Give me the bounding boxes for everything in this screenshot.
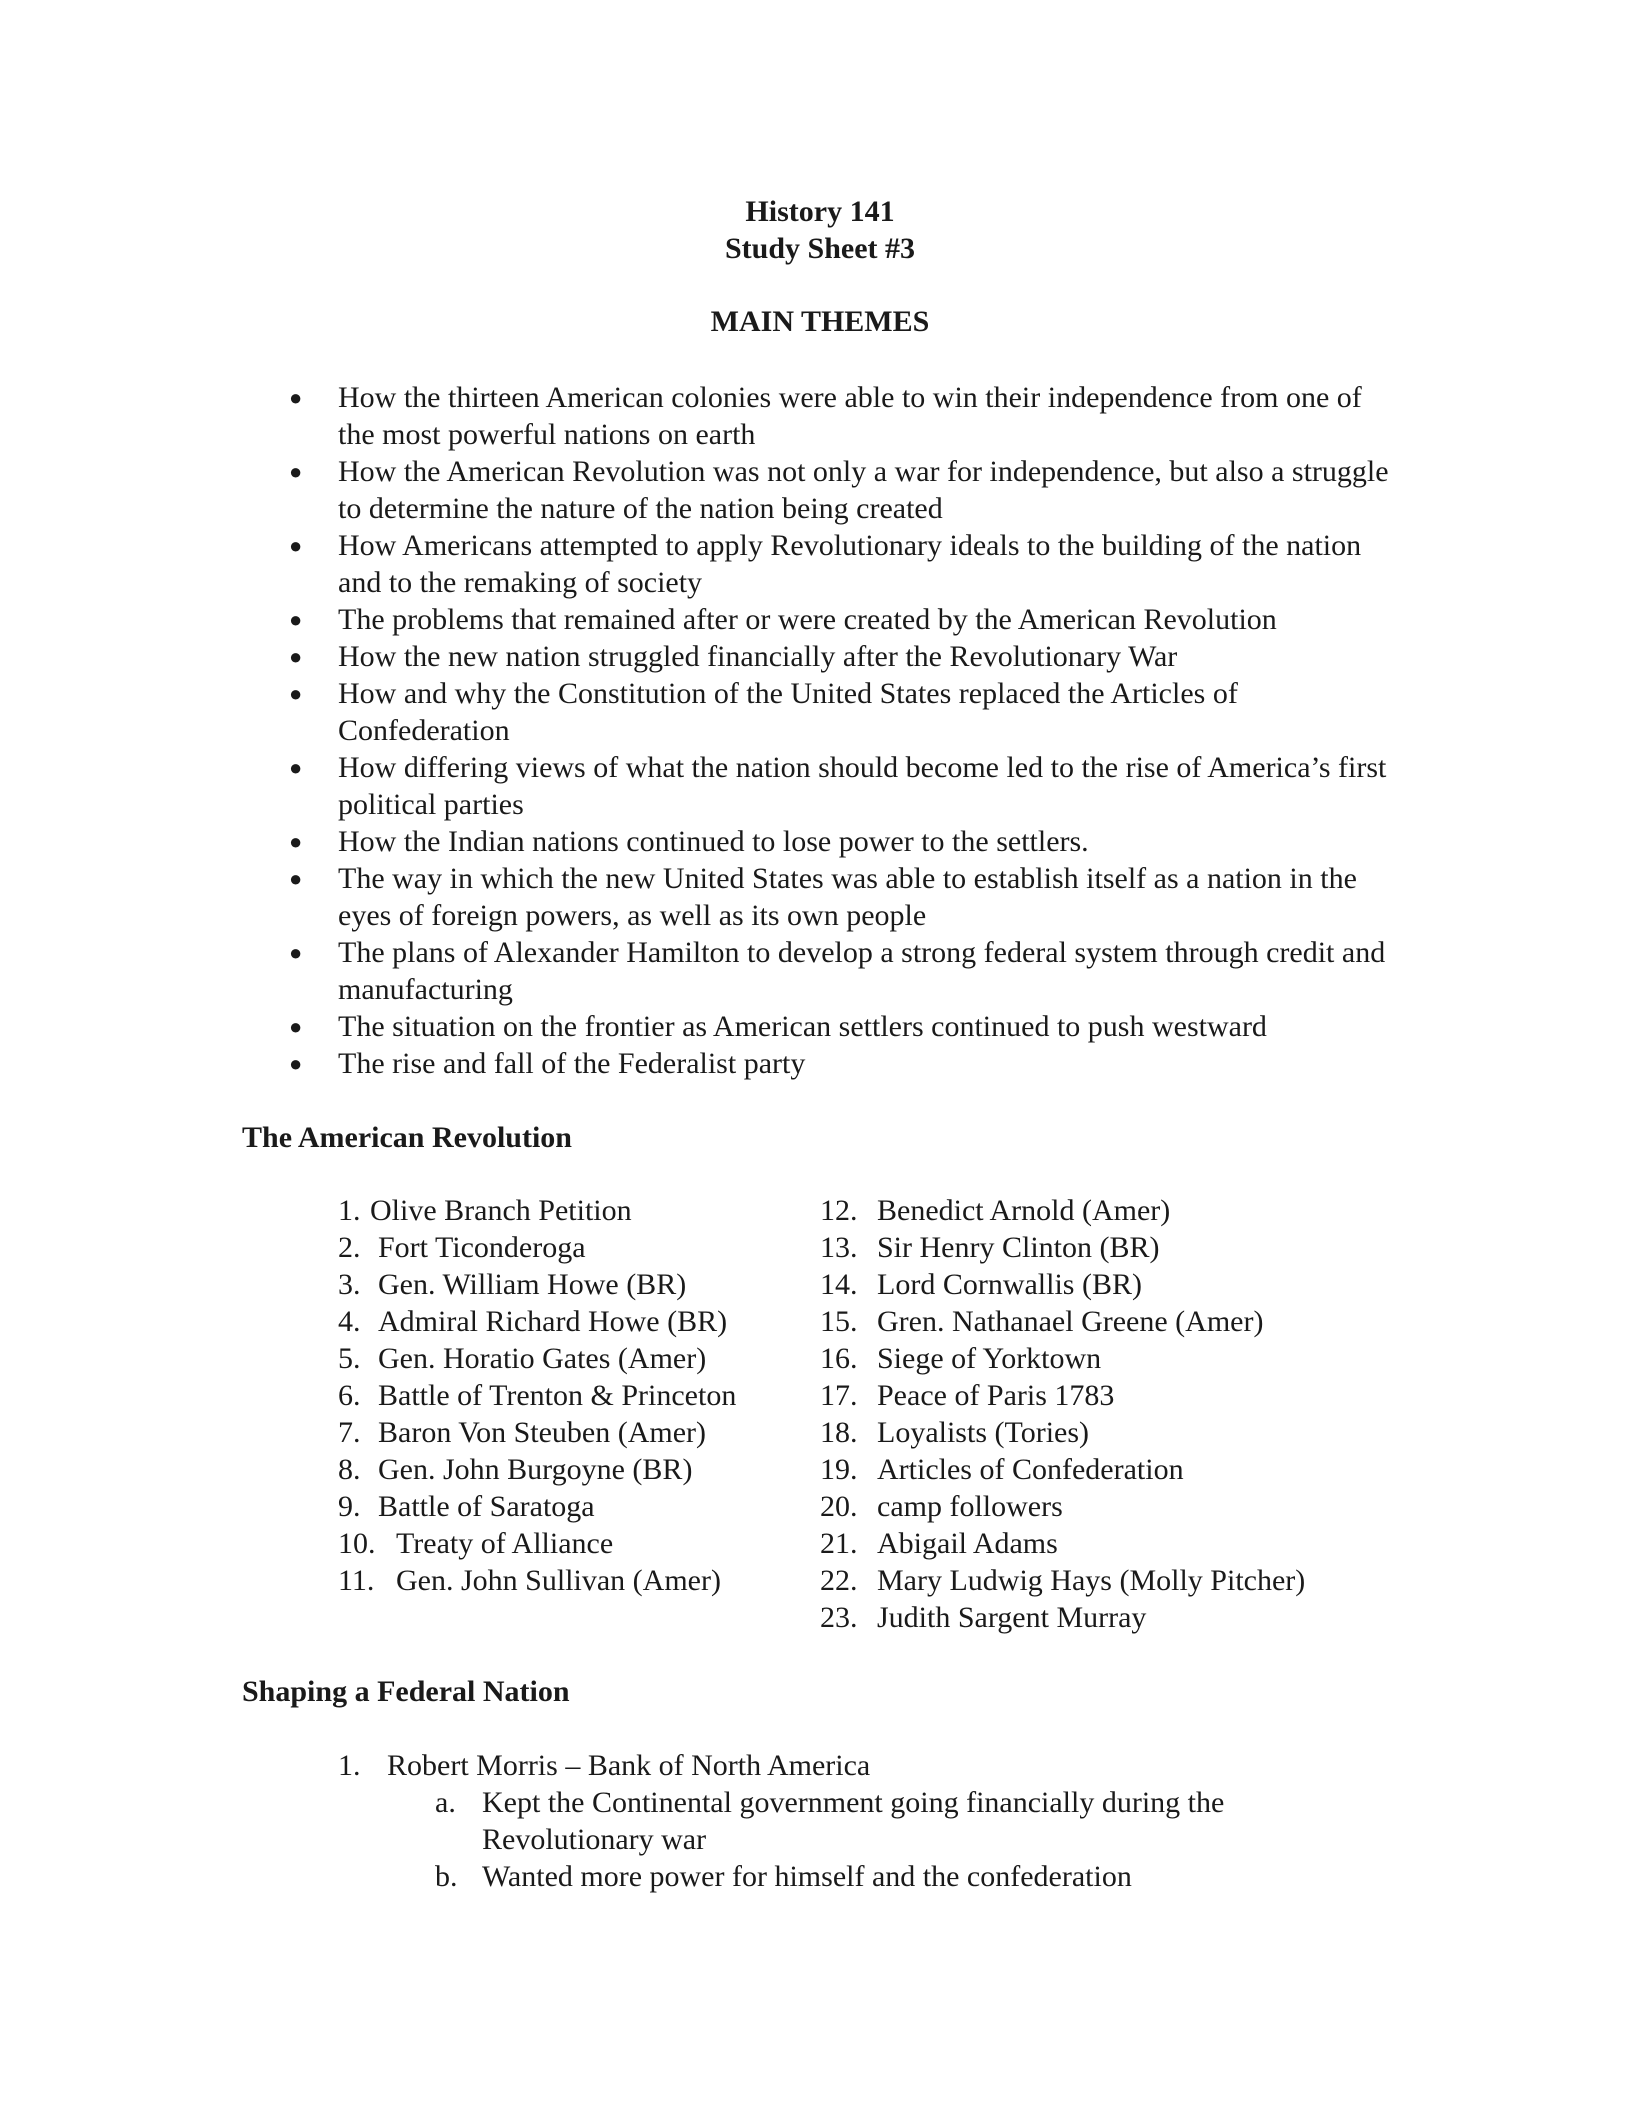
list-item: ● How and why the Constitution of the United States replaced the Articles of Confederation: [289, 677, 1238, 747]
list-item: 1. Olive Branch Petition: [338, 1194, 632, 1227]
sub-list-item: b. Wanted more power for himself and the confederation: [435, 1860, 1132, 1893]
list-item: ● How the American Revolution was not only a war for independence, but also a struggle to determine the nature of the nation being created: [289, 455, 1389, 525]
list-item: 6. Battle of Trenton & Princeton: [338, 1379, 737, 1412]
list-item: 8. Gen. John Burgoyne (BR): [338, 1453, 693, 1486]
main-themes-heading: MAIN THEMES: [710, 305, 930, 338]
list-item: 19. Articles of Confederation: [820, 1453, 1184, 1486]
list-item: ● The way in which the new United States was able to establish itself as a nation in the eyes of foreign powers, as well as its own people: [289, 862, 1357, 932]
list-item: ● The plans of Alexander Hamilton to develop a strong federal system through credit and manufacturing: [289, 936, 1386, 1006]
federal-nation-heading: Shaping a Federal Nation: [242, 1675, 570, 1708]
list-item: 3. Gen. William Howe (BR): [338, 1268, 687, 1301]
bullet-icon: ●: [289, 644, 303, 669]
list-item: ● How Americans attempted to apply Revolutionary ideals to the building of the nation and to the remaking of society: [289, 529, 1362, 599]
list-item: ● The situation on the frontier as American settlers continued to push westward: [289, 1010, 1267, 1043]
document-title: [0, 193, 1640, 267]
list-item: ● How the thirteen American colonies were able to win their independence from one of the most powerful nations on earth: [289, 381, 1362, 451]
list-item: 17. Peace of Paris 1783: [820, 1379, 1115, 1412]
list-item: 11. Gen. John Sullivan (Amer): [338, 1564, 721, 1597]
list-item: 22. Mary Ludwig Hays (Molly Pitcher): [820, 1564, 1306, 1597]
revolution-terms-left-column: [338, 1192, 736, 1599]
sub-list: [435, 1784, 1338, 1895]
list-item: 23. Judith Sargent Murray: [820, 1601, 1147, 1634]
list-item: 13. Sir Henry Clinton (BR): [820, 1231, 1160, 1264]
bullet-icon: ●: [289, 755, 303, 780]
bullet-icon: ●: [289, 1014, 303, 1039]
bullet-icon: ●: [289, 940, 303, 965]
bullet-icon: ●: [289, 866, 303, 891]
list-item: 10. Treaty of Alliance: [338, 1527, 614, 1560]
main-themes-list: [289, 379, 1398, 1082]
list-item: ● How the Indian nations continued to lose power to the settlers.: [289, 825, 1089, 858]
revolution-terms-right-column: [820, 1192, 1305, 1636]
list-item: 1. Robert Morris – Bank of North America a. Kept the Continental government going financially during the Revolutionary war b. Wanted more power for himself and the confederation: [338, 1747, 1338, 1895]
list-item: 16. Siege of Yorktown: [820, 1342, 1102, 1375]
list-item: 18. Loyalists (Tories): [820, 1416, 1090, 1449]
bullet-icon: ●: [289, 607, 303, 632]
list-item: 15. Gren. Nathanael Greene (Amer): [820, 1305, 1264, 1338]
list-item: 20. camp followers: [820, 1490, 1063, 1523]
list-item: 5. Gen. Horatio Gates (Amer): [338, 1342, 707, 1375]
list-item: 2. Fort Ticonderoga: [338, 1231, 586, 1264]
list-item: 14. Lord Cornwallis (BR): [820, 1268, 1142, 1301]
list-item: ● How the new nation struggled financially after the Revolutionary War: [289, 640, 1178, 673]
bullet-icon: ●: [289, 829, 303, 854]
list-item: ● The problems that remained after or were created by the American Revolution: [289, 603, 1277, 636]
list-item: ● The rise and fall of the Federalist party: [289, 1047, 806, 1080]
sheet-title: Study Sheet #3: [724, 232, 916, 265]
bullet-icon: ●: [289, 459, 303, 484]
list-item: ● How differing views of what the nation should become led to the rise of America’s first political parties: [289, 751, 1387, 821]
bullet-icon: ●: [289, 681, 303, 706]
list-item: 7. Baron Von Steuben (Amer): [338, 1416, 707, 1449]
federal-nation-list: [338, 1747, 1338, 1895]
list-item: 4. Admiral Richard Howe (BR): [338, 1305, 728, 1338]
list-item: 21. Abigail Adams: [820, 1527, 1058, 1560]
bullet-icon: ●: [289, 533, 303, 558]
course-title: History 141: [745, 195, 895, 228]
list-item: 12. Benedict Arnold (Amer): [820, 1194, 1171, 1227]
bullet-icon: ●: [289, 385, 303, 410]
list-item: 9. Battle of Saratoga: [338, 1490, 595, 1523]
bullet-icon: ●: [289, 1051, 303, 1076]
sub-list-item: a. Kept the Continental government going financially during the Revolutionary war: [435, 1786, 1225, 1856]
american-revolution-heading: The American Revolution: [242, 1121, 572, 1154]
